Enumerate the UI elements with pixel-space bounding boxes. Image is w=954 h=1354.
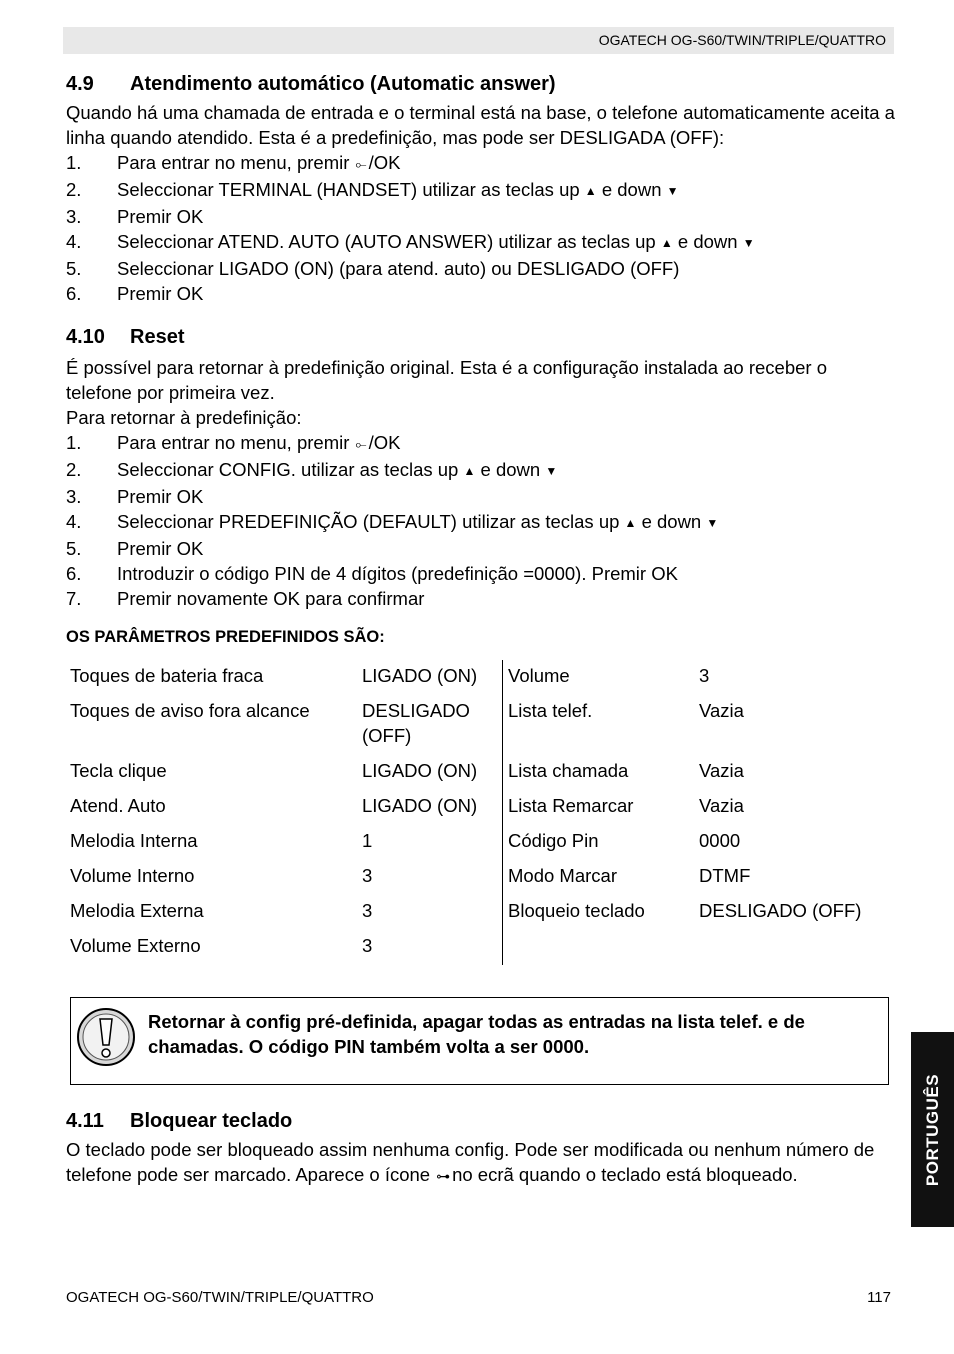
table-cell: Vazia <box>699 700 744 721</box>
step-text: Seleccionar PREDEFINIÇÃO (DEFAULT) utilizar as teclas up <box>117 511 620 532</box>
step-text: Seleccionar ATEND. AUTO (AUTO ANSWER) utilizar as teclas up <box>117 231 656 252</box>
step-number: 6. <box>66 283 82 304</box>
table-row <box>66 790 883 825</box>
section-4-11-text: O teclado pode ser bloqueado assim nenhuma config. Pode ser modificada ou nenhum número de telefone pode ser marcado. Aparece o ícone ⊶ no ecrã quando o teclado está bloqueado. <box>66 1137 896 1189</box>
section-4-10-intro: É possível para retornar à predefinição original. Esta é a configuração instalada ao receber o telefone por primeira vez. <box>66 357 828 403</box>
step-text: Premir OK <box>117 486 204 507</box>
table-cell: Bloqueio teclado <box>508 900 645 921</box>
step-text: /OK <box>368 152 401 173</box>
table-cell: DESLIGADO (OFF) <box>358 695 503 755</box>
step-text: Seleccionar CONFIG. utilizar as teclas up <box>117 459 459 480</box>
up-triangle-icon: ▲ <box>584 184 597 198</box>
exclamation-icon <box>76 1007 136 1067</box>
table-cell: Código Pin <box>508 830 599 851</box>
table-cell: LIGADO (ON) <box>358 790 503 825</box>
table-cell: Volume Interno <box>70 865 195 886</box>
table-cell: Toques de bateria fraca <box>70 665 264 686</box>
table-cell: 3 <box>358 860 503 895</box>
step-number: 1. <box>66 152 82 173</box>
section-4-10-heading: 4.10 Reset <box>66 326 185 348</box>
step-text: e down <box>641 511 702 532</box>
step-text: Premir OK <box>117 283 204 304</box>
list-item <box>66 177 896 204</box>
table-cell <box>695 930 883 965</box>
table-cell: Lista Remarcar <box>508 795 634 816</box>
step-text: Seleccionar LIGADO (ON) (para atend. auto) ou DESLIGADO (OFF) <box>117 258 680 279</box>
default-params-table <box>66 660 883 965</box>
list-item <box>66 229 896 256</box>
step-text: /OK <box>368 432 401 453</box>
key-icon: ⊶ <box>436 1168 451 1184</box>
section-4-9-intro: Quando há uma chamada de entrada e o terminal está na base, o telefone automaticamente aceita a linha quando atendido. Esta é a predefinição, mas pode ser DESLIGADA (OFF): <box>66 102 895 148</box>
header-model: OGATECH OG-S60/TWIN/TRIPLE/QUATTRO <box>598 32 886 48</box>
list-item <box>66 430 896 457</box>
step-number: 2. <box>66 179 82 200</box>
down-triangle-icon: ▼ <box>666 184 679 198</box>
down-triangle-icon: ▼ <box>545 464 558 478</box>
table-cell: Vazia <box>699 760 744 781</box>
table-cell: Atend. Auto <box>70 795 166 816</box>
menu-arrow-icon: ⟜ <box>355 436 367 452</box>
section-4-10-steps <box>66 430 896 611</box>
section-4-9-heading: 4.9 Atendimento automático (Automatic answer) <box>66 73 556 95</box>
table-cell: DTMF <box>699 865 751 886</box>
step-number: 3. <box>66 206 82 227</box>
step-text: Introduzir o código PIN de 4 dígitos (predefinição =0000). Premir OK <box>117 563 678 584</box>
list-item <box>66 561 896 586</box>
table-cell: 3 <box>358 930 503 965</box>
table-cell: DESLIGADO (OFF) <box>699 900 862 921</box>
list-item <box>66 484 896 509</box>
table-row <box>66 660 883 695</box>
up-triangle-icon: ▲ <box>624 516 637 530</box>
step-text: Para entrar no menu, premir <box>117 152 350 173</box>
table-cell: Volume Externo <box>70 935 201 956</box>
reset-note-text: Retornar à config pré-definida, apagar todas as entradas na lista telef. e de chamadas. O código PIN também volta a ser 0000. <box>148 1011 805 1057</box>
list-item <box>66 256 896 281</box>
list-item <box>66 281 896 306</box>
table-cell: 3 <box>699 665 710 686</box>
step-number: 5. <box>66 258 82 279</box>
table-row <box>66 930 883 965</box>
step-number: 2. <box>66 459 82 480</box>
list-item <box>66 586 896 611</box>
step-text: Para entrar no menu, premir <box>117 432 350 453</box>
table-cell <box>503 930 696 965</box>
step-text: Seleccionar TERMINAL (HANDSET) utilizar as teclas up <box>117 179 580 200</box>
up-triangle-icon: ▲ <box>660 236 673 250</box>
footer-model: OGATECH OG-S60/TWIN/TRIPLE/QUATTRO <box>66 1289 374 1306</box>
table-cell: Melodia Interna <box>70 830 198 851</box>
list-item <box>66 457 896 484</box>
table-cell: 1 <box>358 825 503 860</box>
section-4-11-heading: 4.11 Bloquear teclado <box>66 1110 293 1132</box>
step-number: 3. <box>66 486 82 507</box>
header-bar <box>63 27 894 54</box>
section-4-9-steps <box>66 150 896 306</box>
step-text: e down <box>677 231 738 252</box>
step-number: 1. <box>66 432 82 453</box>
step-text: e down <box>480 459 541 480</box>
step-number: 6. <box>66 563 82 584</box>
down-triangle-icon: ▼ <box>706 516 719 530</box>
step-number: 7. <box>66 588 82 609</box>
table-row <box>66 860 883 895</box>
table-row <box>66 825 883 860</box>
page-content <box>66 70 896 1189</box>
table-row <box>66 755 883 790</box>
step-number: 5. <box>66 538 82 559</box>
table-cell: Lista telef. <box>508 700 593 721</box>
list-item <box>66 150 896 177</box>
table-cell: Melodia Externa <box>70 900 204 921</box>
up-triangle-icon: ▲ <box>463 464 476 478</box>
params-heading: OS PARÂMETROS PREDEFINIDOS SÃO: <box>66 628 385 646</box>
table-cell: Modo Marcar <box>508 865 617 886</box>
list-item <box>66 204 896 229</box>
table-cell: LIGADO (ON) <box>358 660 503 695</box>
table-row <box>66 895 883 930</box>
section-4-10-lead: Para retornar à predefinição: <box>66 407 302 428</box>
reset-note-box <box>70 997 889 1085</box>
table-cell: Lista chamada <box>508 760 629 781</box>
down-triangle-icon: ▼ <box>742 236 755 250</box>
list-item <box>66 536 896 561</box>
step-number: 4. <box>66 231 82 252</box>
step-text: e down <box>601 179 662 200</box>
language-side-tab <box>911 1032 954 1227</box>
step-text: Premir novamente OK para confirmar <box>117 588 425 609</box>
footer-page-number: 117 <box>867 1289 891 1306</box>
table-cell: Toques de aviso fora alcance <box>70 700 310 721</box>
menu-arrow-icon: ⟜ <box>355 156 367 172</box>
table-cell: Volume <box>508 665 570 686</box>
step-text: Premir OK <box>117 206 204 227</box>
list-item <box>66 509 896 536</box>
step-text: Premir OK <box>117 538 204 559</box>
table-cell: Tecla clique <box>70 760 167 781</box>
language-label: PORTUGUÊS <box>922 1073 942 1186</box>
table-cell: LIGADO (ON) <box>358 755 503 790</box>
table-cell: Vazia <box>699 795 744 816</box>
step-number: 4. <box>66 511 82 532</box>
table-row <box>66 695 883 755</box>
table-cell: 3 <box>358 895 503 930</box>
table-cell: 0000 <box>699 830 741 851</box>
